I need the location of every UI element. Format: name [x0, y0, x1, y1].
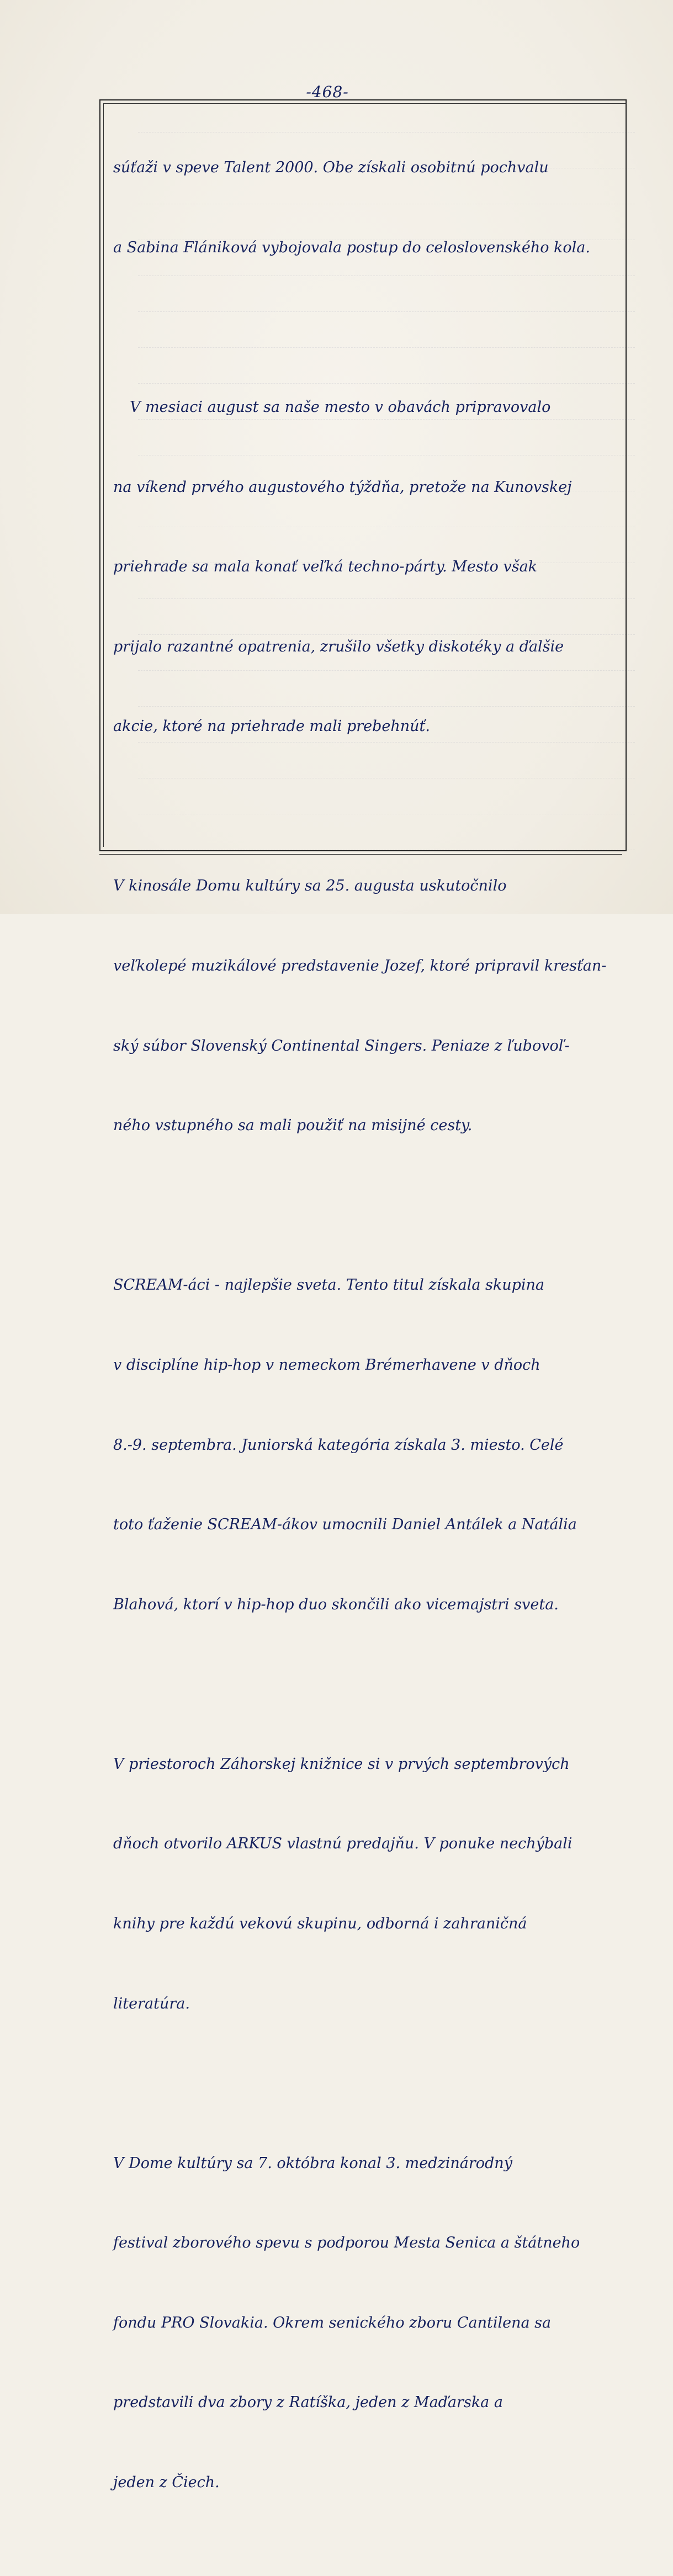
- text-line: ného vstupného sa mali použiť na misijné cesty.: [113, 1117, 473, 1135]
- text-line: festival zborového spevu s podporou Mesta Senica a štátneho: [113, 2234, 580, 2252]
- text-line: knihy pre každú vekovú skupinu, odborná i zahraničná: [113, 1915, 527, 1932]
- page-number: -468-: [306, 83, 349, 101]
- paragraph-talent-contest: [113, 102, 621, 315]
- paragraph-choir-festival: [113, 2097, 621, 2549]
- paragraph-techno-party: [113, 341, 621, 793]
- text-line: SCREAM-áci - najlepšie sveta. Tento titul získala skupina: [113, 1276, 545, 1294]
- text-line: literatúra.: [113, 1995, 190, 2012]
- paragraph-scream-dance: [113, 1219, 621, 1671]
- text-line: predstavili dva zbory z Ratíška, jeden z Maďarska a: [113, 2394, 503, 2411]
- text-line: v disciplíne hip-hop v nemeckom Brémerhavene v dňoch: [113, 1356, 540, 1374]
- text-line: dňoch otvorilo ARKUS vlastnú predajňu. V ponuke nechýbali: [113, 1835, 573, 1853]
- chronicle-text: [113, 102, 621, 2576]
- text-line: V priestoroch Záhorskej knižnice si v prvých septembrových: [113, 1755, 570, 1773]
- text-line: V kinosále Domu kultúry sa 25. augusta uskutočnilo: [113, 877, 507, 895]
- text-line: jeden z Čiech.: [113, 2474, 220, 2492]
- text-line: fondu PRO Slovakia. Okrem senického zboru Cantilena sa: [113, 2314, 552, 2331]
- text-line: priehrade sa mala konať veľká techno-párty. Mesto však: [113, 558, 538, 576]
- text-line: na víkend prvého augustového týždňa, pretože na Kunovskej: [113, 478, 572, 496]
- text-line: ský súbor Slovenský Continental Singers. Peniaze z ľubovoľ-: [113, 1037, 570, 1054]
- text-line: V mesiaci august sa naše mesto v obavách pripravovalo: [130, 399, 551, 416]
- text-line: toto ťaženie SCREAM-ákov umocnili Daniel Antálek a Natália: [113, 1516, 577, 1534]
- text-line: akcie, ktoré na priehrade mali prebehnúť.: [113, 718, 430, 735]
- text-line: 8.-9. septembra. Juniorská kategória získala 3. miesto. Celé: [113, 1436, 564, 1454]
- paragraph-arkus-bookshop: [113, 1698, 621, 2070]
- paragraph-musical-jozef: [113, 820, 621, 1192]
- text-line: veľkolepé muzikálové predstavenie Jozef, ktoré pripravil kresťan-: [113, 957, 607, 975]
- text-line: a Sabina Flániková vybojovala postup do celoslovenského kola.: [113, 239, 590, 257]
- text-line: Blahová, ktorí v hip-hop duo skončili ako vicemajstri sveta.: [113, 1596, 559, 1613]
- text-line: súťaži v speve Talent 2000. Obe získali osobitnú pochvalu: [113, 159, 549, 177]
- text-line: prijalo razantné opatrenia, zrušilo všetky diskotéky a ďalšie: [113, 638, 564, 655]
- text-line: V Dome kultúry sa 7. októbra konal 3. medzinárodný: [113, 2154, 512, 2172]
